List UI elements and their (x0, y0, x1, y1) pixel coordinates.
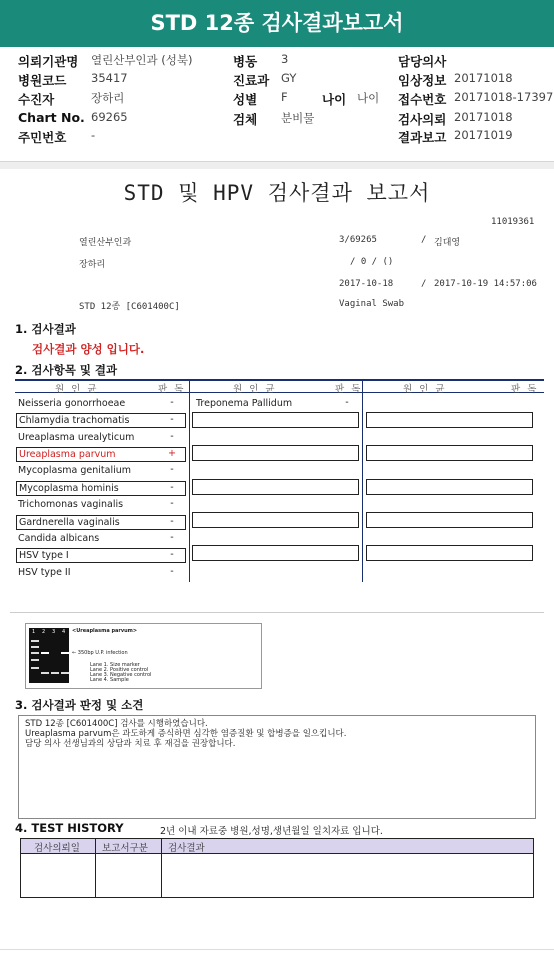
gel-legend-item: Lane 3. Negative control (90, 672, 152, 678)
organism-name: Neisseria gonorrhoeae (18, 398, 126, 409)
info-label: Chart No. (18, 110, 85, 125)
opinion-line: 담당 의사 선생님과의 상담과 치료 후 재검을 권장합니다. (25, 739, 236, 749)
info-divider (0, 161, 554, 169)
info-label: 수진자 (18, 92, 55, 107)
organism-result: - (170, 482, 174, 493)
gel-band (31, 646, 39, 648)
date-reported: 2017-10-19 14:57:06 (434, 279, 537, 289)
column-divider (189, 379, 190, 582)
lane-number: 4 (62, 629, 66, 635)
page-bottom-border (0, 949, 554, 950)
report-document (10, 171, 544, 951)
age-label: 나이 (322, 92, 347, 107)
column-divider (362, 379, 363, 582)
info-row (0, 90, 554, 109)
gel-band (61, 672, 69, 674)
info-label: 결과보고 (398, 130, 447, 145)
hospital-name: 열린산부인과 (79, 238, 132, 248)
section-heading: 1. 검사결과 (15, 322, 76, 336)
organism-name: HSV type I (16, 548, 186, 563)
organism-result: - (170, 498, 174, 509)
gel-legend-item: Lane 4. Sample (90, 677, 129, 683)
gel-band (31, 667, 39, 669)
info-value: 분비물 (281, 111, 315, 125)
result-column-header: 판 독 (158, 384, 186, 395)
info-row (0, 110, 554, 129)
lane-number: 3 (52, 629, 56, 635)
history-column-header: 보고서구분 (102, 843, 148, 854)
history-column-header: 검사결과 (168, 843, 205, 854)
report-title-bar (0, 0, 554, 47)
info-label: 병동 (233, 54, 258, 69)
organism-name: Candida albicans (18, 533, 100, 544)
organism-name: Chlamydia trachomatis (16, 413, 186, 428)
gel-band (41, 652, 49, 654)
result-column-header: 판 독 (511, 384, 539, 395)
report-title: STD 12종 검사결과보고서 (150, 11, 404, 35)
history-table-header (21, 839, 533, 854)
pathogen-column-header: 원 인 균 (55, 384, 99, 395)
info-value: 20171019 (454, 128, 513, 142)
opinion-line: Ureaplasma parvum은 과도하게 증식하면 심각한 염증질환 및 합병증을 일으킵니다. (25, 729, 347, 739)
gel-legend-item: Lane 1. Size marker (90, 662, 140, 668)
info-label: 의뢰기관명 (18, 54, 79, 69)
gel-band (41, 672, 49, 674)
positive-result-message: 검사결과 양성 입니다. (32, 342, 145, 356)
info-value: - (91, 128, 96, 142)
organism-name: Treponema Pallidum (196, 398, 293, 409)
empty-result-slot (192, 479, 359, 495)
info-value: 열린산부인과 (성북) (91, 53, 193, 67)
history-note: 2년 이내 자료중 병원,성명,생년월일 일치자료 입니다. (160, 826, 383, 837)
info-row (0, 52, 554, 71)
organism-name: Ureaplasma urealyticum (18, 432, 135, 443)
section-heading: 3. 검사결과 판정 및 소견 (15, 698, 144, 712)
age-sex: / 0 / () (350, 257, 394, 267)
history-column-header: 검사의뢰일 (34, 843, 80, 854)
patient-info-panel (0, 47, 554, 163)
separator: / (421, 235, 427, 245)
info-value: GY (281, 71, 297, 85)
empty-result-slot (192, 512, 359, 528)
info-value: F (281, 90, 288, 104)
organism-result-positive: + (168, 448, 176, 459)
separator: / (421, 279, 427, 289)
column-divider (161, 839, 162, 897)
info-row (0, 128, 554, 147)
section-heading: 4. TEST HISTORY (15, 821, 124, 835)
date-received: 2017-10-18 (339, 279, 394, 289)
opinion-box (18, 715, 536, 819)
test-history-table (20, 838, 534, 898)
organism-result: - (170, 549, 174, 560)
empty-result-slot (366, 512, 533, 528)
info-value: 69265 (91, 110, 128, 124)
gel-band (61, 652, 69, 654)
empty-result-slot (192, 545, 359, 561)
info-value: 3 (281, 52, 289, 66)
column-divider (95, 839, 96, 897)
gel-title: <Ureaplasma parvum> (72, 628, 138, 634)
info-label: 검사의뢰 (398, 112, 447, 127)
info-label: 성별 (233, 92, 258, 107)
organism-result: - (170, 566, 174, 577)
organism-result: - (170, 516, 174, 527)
organism-result: - (170, 414, 174, 425)
specimen-type: Vaginal Swab (339, 299, 405, 309)
age-value: 나이 (357, 91, 380, 105)
empty-result-slot (366, 445, 533, 461)
opinion-line: STD 12종 [C601400C] 검사를 시행하였습니다. (25, 719, 208, 729)
info-label: 진료과 (233, 73, 270, 88)
empty-result-slot (366, 412, 533, 428)
empty-result-slot (366, 479, 533, 495)
info-label: 병원코드 (18, 73, 67, 88)
info-label: 담당의사 (398, 54, 447, 69)
info-label: 검체 (233, 112, 258, 127)
report-number: 11019361 (491, 217, 535, 227)
organism-name: Mycoplasma hominis (16, 481, 186, 496)
info-row (0, 71, 554, 90)
organism-name: Mycoplasma genitalium (18, 465, 132, 476)
document-title: STD 및 HPV 검사결과 보고서 (123, 181, 431, 205)
gel-electrophoresis-figure (25, 623, 262, 689)
organism-name: Gardnerella vaginalis (16, 515, 186, 530)
lane-number: 1 (32, 629, 36, 635)
gel-band (31, 659, 39, 661)
patient-name: 장하리 (79, 260, 106, 270)
organism-name: Trichomonas vaginalis (18, 499, 124, 510)
gel-band (31, 640, 39, 642)
gel-image (29, 628, 69, 683)
organism-result: - (170, 532, 174, 543)
info-value: 20171018-17397 (454, 90, 554, 104)
info-label: 임상정보 (398, 73, 447, 88)
gel-arrow-label: ← 350bp U.P. infection (72, 650, 128, 656)
info-value: 장하리 (91, 91, 125, 105)
info-value: 35417 (91, 71, 128, 85)
result-column-header: 판 독 (335, 384, 363, 395)
doctor-name: 김대영 (434, 238, 461, 248)
organism-name: HSV type II (18, 567, 71, 578)
organism-result: - (170, 464, 174, 475)
section-divider (10, 612, 544, 613)
test-code: STD 12종 [C601400C] (79, 302, 180, 312)
lane-number: 2 (42, 629, 46, 635)
empty-result-slot (192, 412, 359, 428)
info-value: 20171018 (454, 71, 513, 85)
pathogen-column-header: 원 인 균 (233, 384, 277, 395)
gel-legend-item: Lane 2. Positive control (90, 667, 149, 673)
gel-band (31, 652, 39, 654)
section-heading: 2. 검사항목 및 결과 (15, 363, 118, 377)
gel-band (51, 672, 59, 674)
organism-result: - (170, 397, 174, 408)
chart-reference: 3/69265 (339, 235, 377, 245)
organism-name-positive: Ureaplasma parvum (16, 447, 186, 462)
organism-result: - (345, 397, 349, 408)
results-table-header (15, 379, 544, 393)
empty-result-slot (192, 445, 359, 461)
info-label: 접수번호 (398, 92, 447, 107)
pathogen-column-header: 원 인 균 (403, 384, 447, 395)
organism-result: - (170, 431, 174, 442)
info-value: 20171018 (454, 110, 513, 124)
info-label: 주민번호 (18, 130, 67, 145)
empty-result-slot (366, 545, 533, 561)
